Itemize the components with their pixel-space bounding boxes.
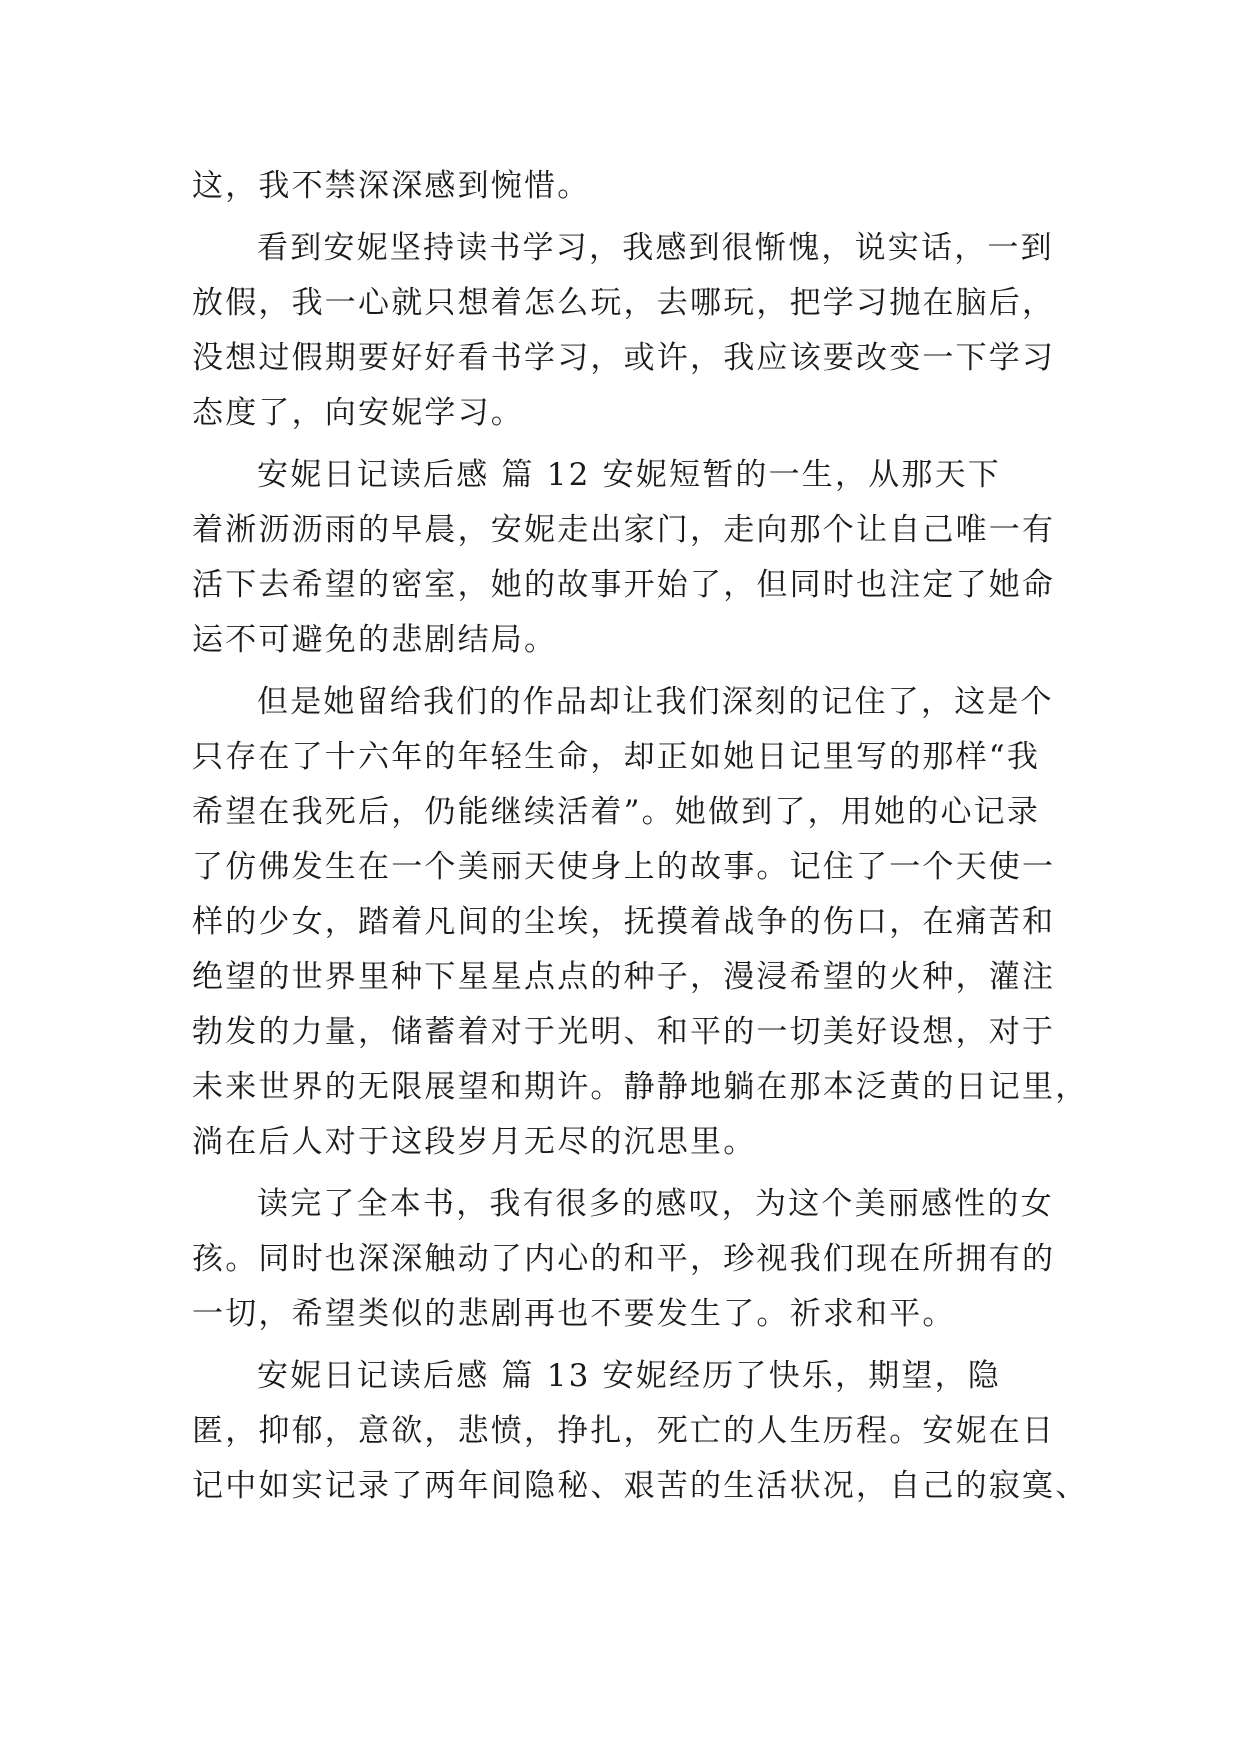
paragraph-start-line: 看到安妮坚持读书学习，我感到很惭愧，说实话，一到 (257, 230, 1054, 266)
text-line: 了仿佛发生在一个美丽天使身上的故事。记住了一个天使一 (192, 849, 1056, 885)
text-line: 孩。同时也深深触动了内心的和平，珍视我们现在所拥有的 (192, 1241, 1056, 1277)
text-line: 这，我不禁深深感到惋惜。 (192, 168, 591, 204)
text-line: 只存在了十六年的年轻生命，却正如她日记里写的那样“我 (192, 739, 1041, 775)
text-line: 着淅沥沥雨的早晨，安妮走出家门，走向那个让自己唯一有 (192, 512, 1056, 548)
paragraph-start-line: 读完了全本书，我有很多的感叹，为这个美丽感性的女 (257, 1186, 1054, 1222)
section-heading-line: 安妮日记读后感 篇 12 安妮短暂的一生，从那天下 (257, 457, 1002, 493)
paragraph-start-line: 但是她留给我们的作品却让我们深刻的记住了，这是个 (257, 684, 1054, 720)
text-line: 运不可避免的悲剧结局。 (192, 622, 558, 658)
text-line: 态度了，向安妮学习。 (192, 395, 524, 431)
text-line: 匿，抑郁，意欲，悲愤，挣扎，死亡的人生历程。安妮在日 (192, 1413, 1056, 1449)
text-line: 未来世界的无限展望和期许。静静地躺在那本泛黄的日记里， (192, 1069, 1089, 1105)
text-line: 一切，希望类似的悲剧再也不要发生了。祈求和平。 (192, 1296, 956, 1332)
text-line: 记中如实记录了两年间隐秘、艰苦的生活状况，自己的寂寞、 (192, 1468, 1089, 1504)
text-line: 希望在我死后，仍能继续活着”。她做到了，用她的心记录 (192, 794, 1041, 830)
text-line: 勃发的力量，储蓄着对于光明、和平的一切美好设想，对于 (192, 1014, 1056, 1050)
text-line: 样的少女，踏着凡间的尘埃，抚摸着战争的伤口，在痛苦和 (192, 904, 1056, 940)
text-line: 淌在后人对于这段岁月无尽的沉思里。 (192, 1124, 757, 1160)
section-heading-line: 安妮日记读后感 篇 13 安妮经历了快乐，期望，隐 (257, 1358, 1002, 1394)
text-line: 放假，我一心就只想着怎么玩，去哪玩，把学习抛在脑后， (192, 285, 1056, 321)
text-line: 活下去希望的密室，她的故事开始了，但同时也注定了她命 (192, 567, 1056, 603)
text-line: 没想过假期要好好看书学习，或许，我应该要改变一下学习 (192, 340, 1056, 376)
text-line: 绝望的世界里种下星星点点的种子，漫浸希望的火种，灌注 (192, 959, 1056, 995)
